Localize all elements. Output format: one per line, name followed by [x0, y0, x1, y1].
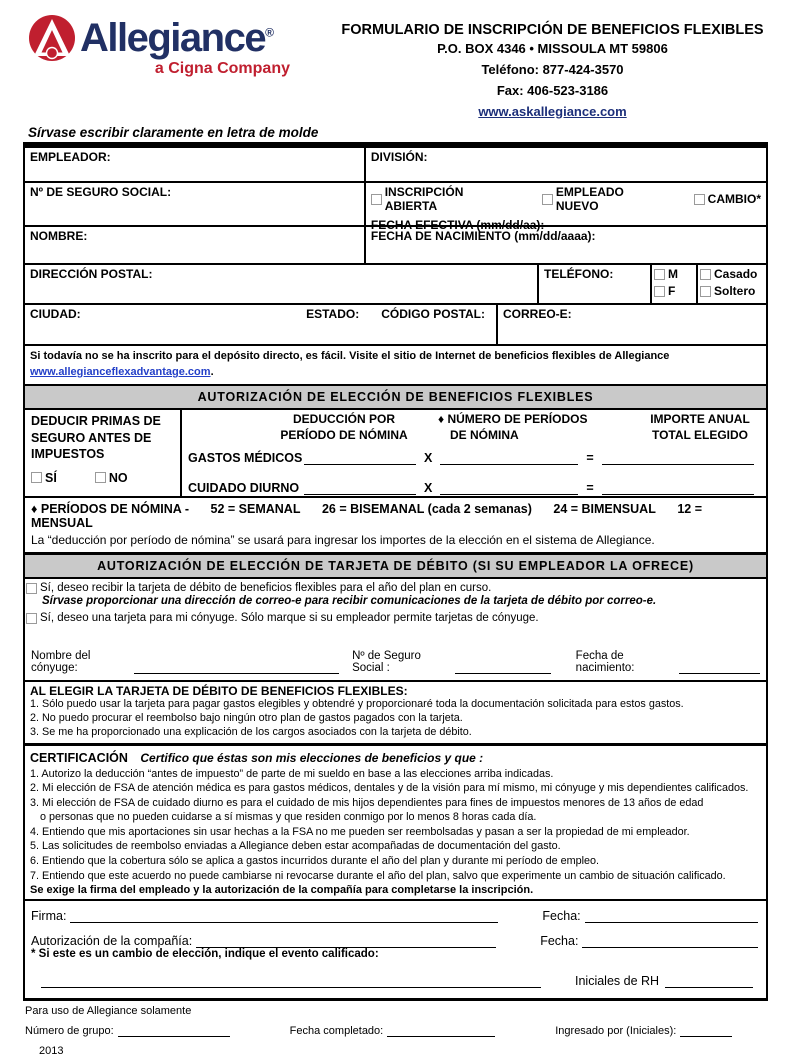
- pretax-line1: DEDUCIR PRIMAS DE: [31, 414, 161, 429]
- marital-cell: [698, 265, 766, 303]
- askallegiance-link[interactable]: www.askallegiance.com: [478, 103, 627, 119]
- card-rules-block: [25, 682, 766, 745]
- debit-email-note: Sírvase proporcionar una dirección de correo-e para recibir comunicaciones de la tarjeta de débito por correo-e.: [42, 595, 657, 608]
- pretax-line3: IMPUESTOS: [31, 447, 105, 462]
- print-clearly-instruction: Sírvase escribir claramente en letra de molde: [28, 125, 319, 141]
- signature-block: [25, 901, 766, 998]
- birthdate-field[interactable]: FECHA DE NACIMIENTO (mm/dd/aaaa):: [370, 229, 596, 244]
- qualifying-event-label: * Si este es un cambio de elección, indique el evento calificado:: [31, 948, 379, 961]
- ssn-field[interactable]: Nº DE SEGURO SOCIAL:: [25, 183, 366, 225]
- spouse-ssn-input[interactable]: [455, 661, 551, 674]
- daycare-times-sign: X: [424, 480, 433, 495]
- daycare-equals-sign: =: [586, 480, 594, 495]
- division-field[interactable]: DIVISIÓN:: [370, 150, 428, 165]
- cert-item-5: 5. Las solicitudes de reembolso enviadas a Allegiance deben estar acompañadas de documentación del gasto.: [30, 840, 561, 853]
- pretax-no-label: NO: [108, 470, 128, 485]
- spouse-name-label: Nombre del cónyuge:: [31, 650, 91, 675]
- daycare-periods-input[interactable]: [440, 482, 578, 495]
- auth-date-label: Fecha:: [540, 934, 579, 949]
- signature-date-input[interactable]: [585, 910, 758, 923]
- cert-item-7: 7. Entiendo que este acuerdo no puede cambiarse ni revocarse durante el año del plan, salvo que experimente un cambio de situación calificado.: [30, 869, 726, 882]
- card-rule-2: 2. No puedo procurar el reembolso bajo ningún otro plan de gastos pagados con la tarjeta.: [30, 711, 463, 724]
- married-checkbox[interactable]: [700, 269, 711, 280]
- daycare-row: [188, 481, 760, 495]
- card-rule-1: 1. Sólo puedo usar la tarjeta para pagar gastos elegibles y obtendré y proporcionaré toda la documentación solicitada para estos gastos.: [30, 698, 684, 711]
- pay-periods-legend: [25, 498, 766, 555]
- medical-expenses-label: GASTOS MÉDICOS: [188, 450, 303, 465]
- periods-weekly: 52 = SEMANAL: [210, 502, 301, 517]
- pretax-premiums-cell: [25, 410, 182, 496]
- group-number-input[interactable]: [118, 1024, 230, 1037]
- company-fax: Fax: 406-523-3186: [496, 82, 609, 98]
- col-amount-header: IMPORTE ANUAL TOTAL ELEGIDO: [650, 412, 750, 442]
- form-title-block: [328, 14, 777, 121]
- row-city-email: [25, 305, 766, 346]
- medical-times-sign: X: [424, 450, 433, 465]
- medical-equals-sign: =: [586, 450, 594, 465]
- certification-block: [25, 746, 766, 902]
- spouse-dob-label: Fecha de nacimiento:: [575, 650, 635, 675]
- registered-mark: ®: [265, 25, 273, 40]
- periods-semimonthly: 24 = BIMENSUAL: [553, 502, 656, 517]
- new-employee-checkbox[interactable]: [542, 194, 553, 205]
- allegiance-a-icon: [28, 14, 76, 62]
- postal-address-field[interactable]: DIRECCIÓN POSTAL:: [25, 265, 539, 303]
- allegiance-logo: [28, 14, 328, 121]
- signature-date-label: Fecha:: [542, 909, 581, 924]
- certification-closing: Se exige la firma del empleado y la autorización de la compañía para completarse la inscripción.: [30, 884, 534, 897]
- qualifying-event-input[interactable]: [41, 975, 541, 988]
- brand-name: Allegiance®: [80, 15, 273, 60]
- election-grid: [182, 410, 766, 496]
- cert-item-1: 1. Autorizo la deducción “antes de impuesto” de parte de mi sueldo en base a las elecciones arriba indicadas.: [30, 767, 554, 780]
- company-auth-label: Autorización de la compañía:: [31, 934, 193, 949]
- cert-item-6: 6. Entiendo que la cobertura sólo se aplica a gastos incurridos durante el año del plan y durante mi período de empleo.: [30, 854, 599, 867]
- pretax-line2: SEGURO ANTES DE: [31, 430, 152, 445]
- daycare-label: CUIDADO DIURNO: [188, 480, 300, 495]
- cert-item-3: 3. Mi elección de FSA de cuidado diurno es para el cuidado de mis hijos dependientes para fines de impuestos menores de 13 años de edad: [30, 796, 704, 809]
- spouse-dob-input[interactable]: [679, 661, 760, 674]
- pretax-yes-label: SÍ: [45, 470, 57, 485]
- direct-deposit-note: [25, 346, 766, 386]
- row-ssn-status: [25, 183, 766, 233]
- signature-label: Firma:: [31, 909, 67, 924]
- brand-tagline: a Cigna Company: [154, 60, 290, 77]
- auth-date-input[interactable]: [582, 935, 758, 948]
- pretax-no-checkbox[interactable]: [95, 472, 106, 483]
- office-use-label: Para uso de Allegiance solamente: [25, 1005, 192, 1018]
- signature-input[interactable]: [70, 910, 498, 923]
- medical-annual-input[interactable]: [602, 452, 754, 465]
- company-auth-input[interactable]: [196, 935, 496, 948]
- certification-title: CERTIFICACIÓN: [30, 750, 128, 765]
- cert-item-4: 4. Entiendo que mis aportaciones sin usar hechas a la FSA no me pueden ser reembolsadas y pasan a ser la propiedad de mi empleador.: [30, 825, 690, 838]
- deposit-note-text: Si todavía no se ha inscrito para el depósito directo, es fácil. Visite el sitio de Internet de beneficios flexibles de Allegiance: [30, 350, 670, 363]
- deposit-note-period: .: [210, 365, 214, 378]
- col-deduction-header: DEDUCCIÓN POR PERÍODO DE NÓMINA: [280, 412, 408, 442]
- periods-label: ♦ PERÍODOS DE NÓMINA -: [31, 502, 190, 517]
- certification-subtitle: Certifico que éstas son mis elecciones de beneficios y que :: [140, 750, 484, 765]
- effective-date-field[interactable]: FECHA EFECTIVA (mm/dd/aa):: [370, 218, 545, 233]
- spouse-name-input[interactable]: [134, 661, 339, 674]
- company-address: P.O. BOX 4346 • MISSOULA MT 59806: [437, 41, 668, 56]
- daycare-annual-input[interactable]: [602, 482, 754, 495]
- state-field[interactable]: ESTADO:: [306, 307, 360, 322]
- debit-card-checkbox[interactable]: [26, 583, 37, 594]
- medical-expenses-row: [188, 451, 760, 465]
- spouse-card-checkbox[interactable]: [26, 613, 37, 624]
- nombre-field[interactable]: NOMBRE:: [25, 227, 366, 263]
- group-number-label: Número de grupo:: [25, 1025, 114, 1038]
- female-checkbox[interactable]: [654, 286, 665, 297]
- female-label: F: [668, 284, 676, 299]
- medical-deduction-input[interactable]: [304, 452, 416, 465]
- debit-card-option-label: Sí, deseo recibir la tarjeta de débito de beneficios flexibles para el año del plan en curso.: [40, 582, 492, 595]
- married-label: Casado: [714, 267, 758, 282]
- cert-item-3-continued: o personas que no pueden cuidarse a sí mismas y que residen conmigo por lo menos 8 horas cada día.: [40, 811, 537, 824]
- pretax-yes-checkbox[interactable]: [31, 472, 42, 483]
- city-field[interactable]: CIUDAD:: [30, 307, 81, 322]
- gender-cell: [652, 265, 698, 303]
- spouse-card-option-label: Sí, deseo una tarjeta para mi cónyuge. Sólo marque si su empleador permite tarjetas de cónyuge.: [40, 612, 539, 625]
- single-label: Soltero: [714, 284, 756, 299]
- benefits-section-header: AUTORIZACIÓN DE ELECCIÓN DE BENEFICIOS FLEXIBLES: [25, 386, 766, 410]
- entered-by-input[interactable]: [680, 1024, 732, 1037]
- spouse-info-row: [31, 650, 760, 674]
- hr-initials-label: Iniciales de RH: [575, 974, 660, 989]
- entered-by-label: Ingresado por (Iniciales):: [555, 1025, 677, 1038]
- open-enrollment-label: INSCRIPCIÓN ABIERTA: [384, 185, 464, 214]
- card-rules-title: AL ELEGIR LA TARJETA DE DÉBITO DE BENEFICIOS FLEXIBLES:: [30, 684, 408, 699]
- periods-biweekly: 26 = BISEMANAL (cada 2 semanas): [321, 502, 532, 517]
- date-completed-label: Fecha completado:: [289, 1025, 384, 1038]
- medical-periods-input[interactable]: [440, 452, 578, 465]
- periods-monthly: 12 = MENSUAL: [31, 502, 703, 531]
- page-header: [0, 0, 791, 121]
- row-address-phone: [25, 265, 766, 305]
- row-employer: [25, 148, 766, 183]
- change-checkbox[interactable]: [694, 194, 705, 205]
- spouse-ssn-label: Nº de Seguro Social :: [352, 650, 421, 675]
- male-label: M: [668, 267, 678, 282]
- new-employee-label: EMPLEADO NUEVO: [555, 185, 624, 214]
- page-title: FORMULARIO DE INSCRIPCIÓN DE BENEFICIOS FLEXIBLES: [341, 22, 764, 38]
- hr-initials-input[interactable]: [665, 975, 753, 988]
- male-checkbox[interactable]: [654, 269, 665, 280]
- card-rule-3: 3. Se me ha proporcionado una explicación de los cargos asociados con la tarjeta de débito.: [30, 725, 472, 738]
- row-name-dob: [25, 227, 766, 265]
- empleador-field[interactable]: EMPLEADOR:: [25, 148, 366, 181]
- debit-card-body: [25, 579, 766, 682]
- col-periods-header: ♦ NÚMERO DE PERÍODOS DE NÓMINA: [438, 412, 588, 442]
- date-completed-input[interactable]: [387, 1024, 495, 1037]
- single-checkbox[interactable]: [700, 286, 711, 297]
- periods-note: La “deducción por período de nómina” se usará para ingresar los importes de la elección en el sistema de Allegiance.: [31, 533, 655, 548]
- telephone-field[interactable]: TELÉFONO:: [539, 265, 652, 303]
- form-year: 2013: [39, 1045, 64, 1057]
- flexadvantage-link[interactable]: www.allegianceflexadvantage.com: [30, 365, 211, 378]
- benefits-election-body: [25, 410, 766, 498]
- email-field[interactable]: CORREO-E:: [503, 307, 572, 322]
- form-box: [23, 142, 768, 1001]
- daycare-deduction-input[interactable]: [304, 482, 416, 495]
- office-use-footer: [25, 1005, 791, 1057]
- zip-field[interactable]: CÓDIGO POSTAL:: [381, 307, 485, 322]
- debit-section-header: AUTORIZACIÓN DE ELECCIÓN DE TARJETA DE DÉBITO (SI SU EMPLEADOR LA OFRECE): [25, 555, 766, 579]
- change-label: CAMBIO*: [707, 192, 761, 207]
- cert-item-2: 2. Mi elección de FSA de atención médica es para gastos médicos, dentales y de la visión para mí mismo, mi cónyuge y mis dependientes calificados.: [30, 782, 749, 795]
- company-phone: Teléfono: 877-424-3570: [481, 61, 624, 77]
- open-enrollment-checkbox[interactable]: [371, 194, 382, 205]
